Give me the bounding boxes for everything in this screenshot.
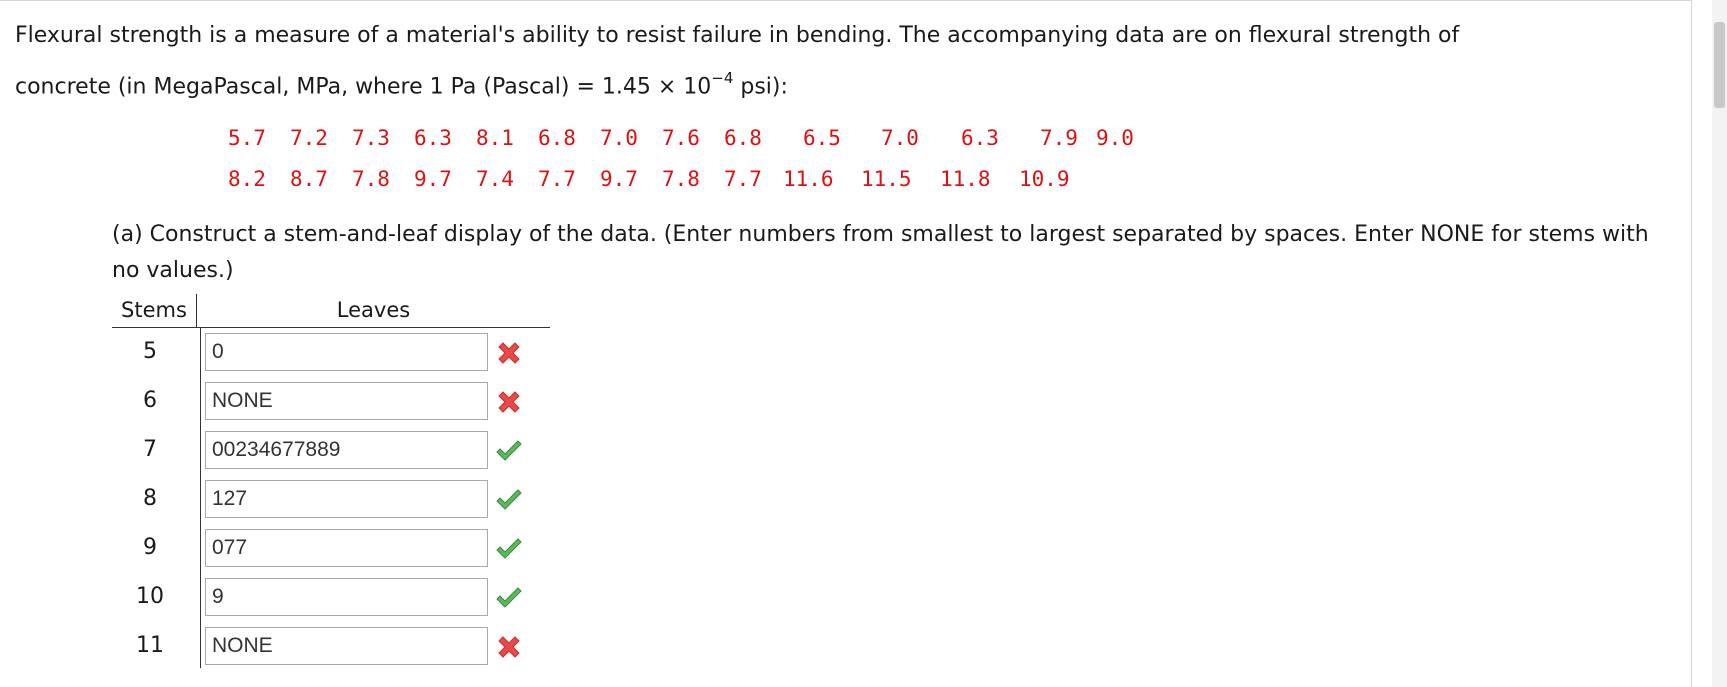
- stems-header: Stems: [112, 294, 197, 328]
- data-value: 7.7: [538, 167, 576, 191]
- data-value: 8.1: [476, 126, 514, 150]
- data-value: 7.0: [600, 126, 638, 150]
- data-value: 7.8: [352, 167, 390, 191]
- data-value: 7.7: [724, 167, 762, 191]
- leaves-input-stem-5[interactable]: [205, 333, 488, 371]
- cross-icon: [494, 387, 524, 417]
- intro-line-2-pre: concrete (in MegaPascal, MPa, where 1 Pa (Pascal) = 1.45 × 10: [15, 74, 712, 100]
- leaves-input-stem-7[interactable]: [205, 431, 488, 469]
- stem-label: 7: [143, 437, 157, 462]
- data-value: 8.2: [228, 167, 266, 191]
- data-value: 5.7: [228, 126, 266, 150]
- data-value: 7.8: [662, 167, 700, 191]
- data-value: 7.4: [476, 167, 514, 191]
- intro-exponent: −4: [711, 69, 734, 87]
- data-value: 11.5: [861, 167, 912, 191]
- scrollbar-thumb[interactable]: [1714, 22, 1725, 108]
- check-icon: [494, 436, 524, 466]
- data-row-2: [228, 167, 1228, 197]
- leaves-input-stem-10[interactable]: [205, 578, 488, 616]
- check-icon: [494, 485, 524, 515]
- data-value: 8.7: [290, 167, 328, 191]
- data-value: 10.9: [1019, 167, 1070, 191]
- data-value: 7.0: [881, 126, 919, 150]
- question-intro: [15, 14, 1685, 109]
- data-value: 7.6: [662, 126, 700, 150]
- cross-icon: [494, 632, 524, 662]
- table-divider: [200, 328, 201, 668]
- data-value: 9.0: [1096, 126, 1134, 150]
- data-value: 6.8: [538, 126, 576, 150]
- stem-label: 10: [136, 584, 164, 609]
- leaves-header: Leaves: [197, 294, 550, 328]
- leaves-input-stem-9[interactable]: [205, 529, 488, 567]
- intro-line-1: Flexural strength is a measure of a material's ability to resist failure in bending. The accompanying data are on flexural strength of: [15, 23, 1460, 48]
- part-a-prompt: (a) Construct a stem-and-leaf display of the data. (Enter numbers from smallest to largest separated by spaces. Enter NONE for stems with no values.): [112, 222, 1649, 283]
- data-value: 9.7: [600, 167, 638, 191]
- data-value: 6.3: [414, 126, 452, 150]
- data-value: 7.9: [1040, 126, 1078, 150]
- stem-label: 9: [143, 535, 157, 560]
- data-value: 11.6: [783, 167, 834, 191]
- data-value: 6.8: [724, 126, 762, 150]
- leaves-input-stem-8[interactable]: [205, 480, 488, 518]
- cross-icon: [494, 338, 524, 368]
- data-row-1: [228, 126, 1228, 156]
- stem-label: 6: [143, 388, 157, 413]
- data-value: 6.5: [803, 126, 841, 150]
- data-value: 7.3: [352, 126, 390, 150]
- check-icon: [494, 583, 524, 613]
- stem-label: 5: [143, 339, 157, 364]
- leaves-input-stem-11[interactable]: [205, 627, 488, 665]
- check-icon: [494, 534, 524, 564]
- stem-label: 8: [143, 486, 157, 511]
- stem-label: 11: [136, 633, 164, 658]
- leaves-input-stem-6[interactable]: [205, 382, 488, 420]
- data-value: 6.3: [961, 126, 999, 150]
- data-value: 11.8: [940, 167, 991, 191]
- intro-line-2: [15, 58, 1685, 109]
- data-value: 9.7: [414, 167, 452, 191]
- data-value: 7.2: [290, 126, 328, 150]
- intro-line-2-post: psi):: [733, 74, 788, 100]
